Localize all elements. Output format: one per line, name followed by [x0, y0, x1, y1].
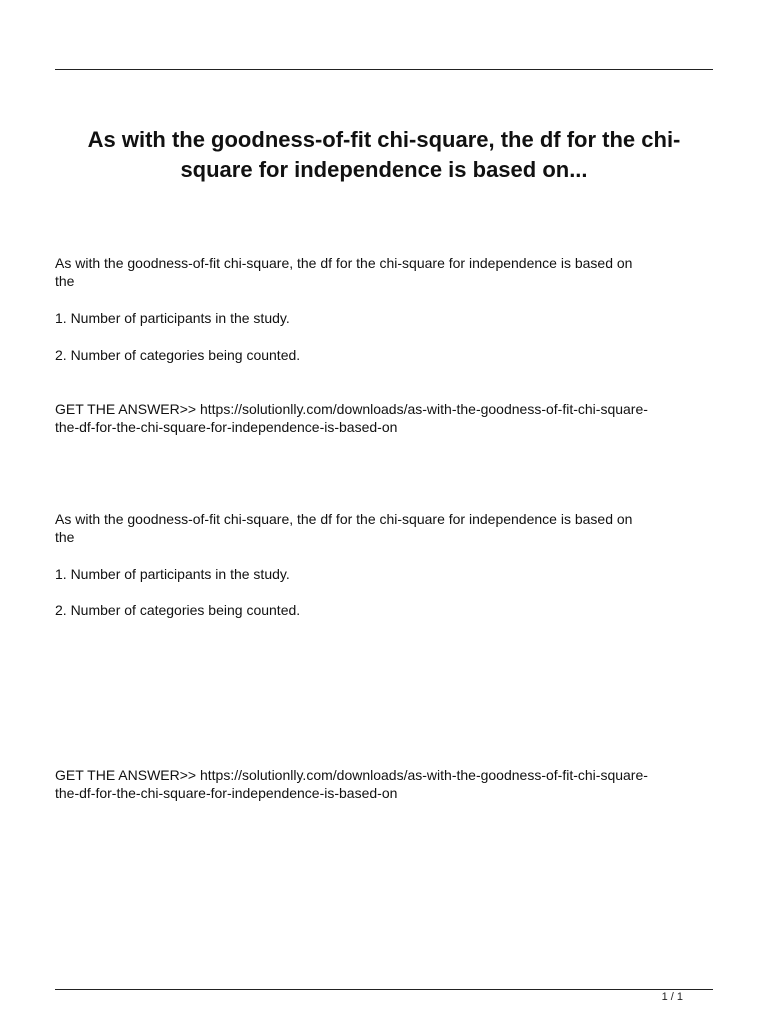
- question-text: [55, 510, 717, 546]
- answer-link[interactable]: [55, 400, 717, 436]
- answer-link-line-1[interactable]: GET THE ANSWER>> https://solutionlly.com/downloads/as-with-the-goodness-of-fit-chi-square-: [55, 401, 648, 417]
- header-divider: [55, 69, 713, 70]
- option-1: 1. Number of participants in the study.: [55, 566, 290, 582]
- question-line-1: As with the goodness-of-fit chi-square, the df for the chi-square for independence is based on: [55, 255, 633, 271]
- question-line-2: the: [55, 273, 75, 289]
- page-title: [55, 125, 713, 185]
- option-1: 1. Number of participants in the study.: [55, 310, 290, 326]
- option-2: 2. Number of categories being counted.: [55, 602, 301, 618]
- footer-divider: [55, 989, 713, 990]
- option-2: 2. Number of categories being counted.: [55, 347, 301, 363]
- answer-link[interactable]: [55, 766, 717, 802]
- question-line-1: As with the goodness-of-fit chi-square, the df for the chi-square for independence is based on: [55, 511, 633, 527]
- answer-link-line-2[interactable]: the-df-for-the-chi-square-for-independence-is-based-on: [55, 419, 398, 435]
- title-line-2: square for independence is based on...: [180, 157, 588, 182]
- question-line-2: the: [55, 529, 75, 545]
- title-line-1: As with the goodness-of-fit chi-square, the df for the chi-: [87, 127, 681, 152]
- answer-link-line-2[interactable]: the-df-for-the-chi-square-for-independence-is-based-on: [55, 785, 398, 801]
- page-number: 1 / 1: [661, 991, 683, 1003]
- answer-link-line-1[interactable]: GET THE ANSWER>> https://solutionlly.com/downloads/as-with-the-goodness-of-fit-chi-square-: [55, 767, 648, 783]
- question-text: [55, 254, 717, 290]
